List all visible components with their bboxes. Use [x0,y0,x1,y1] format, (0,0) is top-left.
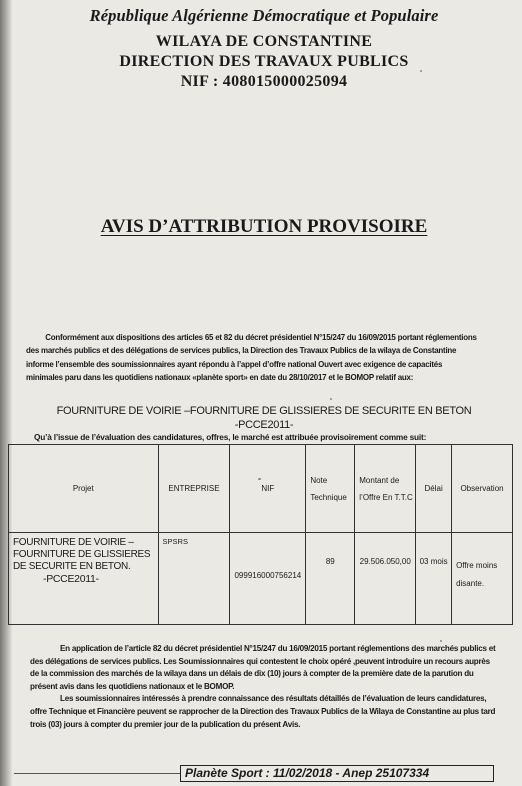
notice-title-text: AVIS D’ATTRIBUTION PROVISOIRE [100,216,428,237]
print-speck [420,70,422,72]
header-entreprise: ENTREPRISE [158,445,230,533]
cell-delai: 03 mois [416,533,452,625]
closing-paragraphs [30,643,496,731]
intro-text: Conformément aux dispositions des articles 65 et 82 du décret présidentiel N°15/247 du 16/09/2015 portant réglementions des marchés publics et des délégations de services publics, la Direction des Travaux Publics de la wilaya de Constantine informe l’ensemble des soumissionnaires ayant répondu à l’appel d’offre national Ouvert avec exigence de capacités minimales paru dans les quotidiens nationaux «planète sport» en date du 28/10/2017 et le BOMOP relatif aux: [26,332,477,383]
wilaya-heading: WILAYA DE CONSTANTINE [155,33,373,50]
issue-sentence: Qu’à l’issue de l’évaluation des candidatures, offres, le marché est attribuée provisoirement comme suit: [34,432,427,442]
header-delai: Délai [416,445,452,533]
cell-projet-text: FOURNITURE DE VOIRIE – FOURNITURE DE GLISSIERES DE SECURITE EN BETON. [13,537,151,572]
cell-projet-ref: -PCCE2011- [43,573,99,585]
cell-entreprise: SPSRS [158,533,230,625]
header-montant: Montant de l’Offre En T.T.C [355,445,416,533]
cell-nif: 099916000756214 [230,533,306,625]
table-header-row [9,445,513,533]
notice-title [14,216,514,238]
tender-object [14,404,514,419]
tender-object-line1: FOURNITURE DE VOIRIE –FOURNITURE DE GLISSIERES DE SECURITE EN BETON [56,405,472,417]
header-nif: NIF [230,445,306,533]
tender-object-ref [14,418,514,433]
header-observation: Observation [452,445,513,533]
header-note: Note Technique [306,445,355,533]
cell-observation: Offre moins disante. [452,533,513,625]
print-speck [258,478,261,480]
attribution-table [8,444,513,625]
print-speck [440,640,442,642]
page-shadow-edge [0,0,12,786]
cell-montant: 29.506.050,00 [355,533,416,625]
footer-rule [14,773,180,774]
header-projet: Projet [9,445,159,533]
table-row [9,533,513,625]
notice-header [14,6,514,92]
nif-heading: NIF : 408015000025094 [180,73,348,90]
republic-heading: République Algérienne Démocratique et Populaire [89,6,439,25]
tender-object-line2: -PCCE2011- [234,419,294,431]
publication-footer: Planète Sport : 11/02/2018 - Anep 25107334 [180,765,494,782]
interested-text: Les soumissionnaires intéressés à prendre connaissance des résultats détaillés de l’évaluation de leurs candidatures, offre Technique et Financière peuvent se rapprocher de la Direction des Travaux Publics de la Wilaya de Constantine au plus tard trois (03) jours à compter du premier jour de la publication du présent Avis. [30,694,496,729]
application-text: En application de l’article 82 du décret présidentiel N°15/247 du 16/09/2015 portant réglementions des marchés publics et des délégations de services publics. Les Soumissionnaires qui contestent le choix opéré ,peuvent introduire un recours auprès de la commission des marchés de la wilaya dans un délais de dix (10) jours à compter de la première date de la parution du présent avis dans les quotidiens nationaux et le BOMOP. [30,644,496,691]
intro-paragraph [26,331,477,385]
direction-heading: DIRECTION DES TRAVAUX PUBLICS [119,53,409,70]
cell-note: 89 [306,533,355,625]
print-speck [330,398,332,400]
cell-projet [9,533,159,625]
